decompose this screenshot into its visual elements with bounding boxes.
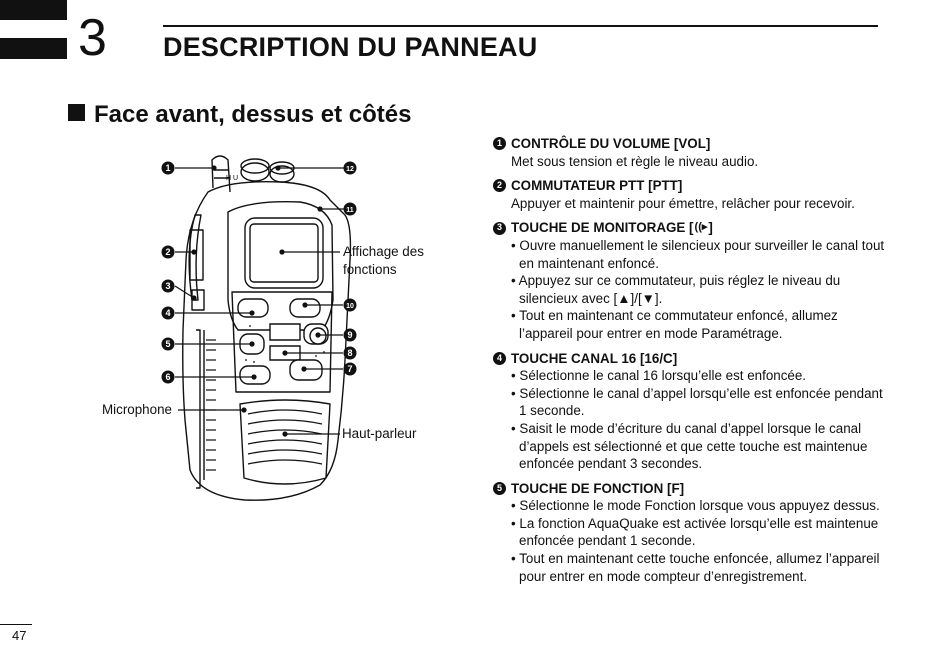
callout-4 [162, 307, 175, 320]
key-scan [290, 299, 320, 317]
item-bullet: • Appuyez sur ce commutateur, puis réglez le niveau du silencieux avec [▲]/[▼]. [493, 272, 893, 307]
item-channel16 [493, 350, 893, 473]
item-volume [493, 135, 893, 170]
callout-7 [344, 363, 357, 376]
item-bullet: • Tout en maintenant cette touche enfoncée, allumez l’appareil pour entrer en mode compteur d’enregistrement. [493, 550, 893, 585]
svg-text:11: 11 [346, 207, 354, 214]
display-label: Affichage des fonctions [343, 244, 424, 277]
item-bullet: • Saisit le mode d’écriture du canal d’appel lorsque le canal d’appels est sélectionné et que cette touche est maintenue enfoncée pendant 3 secondes. [493, 420, 893, 473]
callout-3 [162, 280, 175, 293]
footer-rule [0, 624, 32, 625]
callout-1 [162, 162, 175, 175]
monitor-icon: ((▸ [694, 221, 708, 234]
item-title: COMMUTATEUR PTT [PTT] [511, 178, 683, 194]
item-desc: Appuyer et maintenir pour émettre, relâcher pour recevoir. [511, 195, 855, 211]
callout-8 [344, 347, 357, 360]
svg-text:5: 5 [165, 339, 171, 349]
item-bullet: • Ouvre manuellement le silencieux pour surveiller le canal tout en maintenant enfoncé. [493, 237, 893, 272]
svg-text:10: 10 [346, 303, 354, 310]
svg-text:6: 6 [165, 372, 171, 382]
volume-knob [241, 163, 269, 181]
svg-text:7: 7 [347, 364, 353, 374]
svg-text:12: 12 [346, 166, 354, 173]
side-text: H U [226, 175, 239, 182]
item-ptt [493, 177, 893, 212]
callout-6 [162, 371, 175, 384]
svg-text:8: 8 [347, 348, 353, 358]
section-title: Face avant, dessus et côtés [94, 101, 412, 128]
callout-10 [344, 299, 357, 312]
microphone-label: Microphone [102, 402, 172, 417]
svg-text:1: 1 [165, 163, 171, 173]
item-number: 5 [493, 482, 506, 495]
key-up [270, 324, 300, 340]
item-title: CONTRÔLE DU VOLUME [VOL] [511, 136, 711, 151]
item-title-suffix: ] [708, 220, 713, 236]
callout-2 [162, 246, 175, 259]
item-number: 3 [493, 222, 506, 235]
svg-text:4: 4 [165, 308, 171, 318]
item-function [493, 480, 893, 586]
speaker-label: Haut-parleur [342, 426, 417, 441]
callout-5 [162, 338, 175, 351]
item-bullet: • Tout en maintenant ce commutateur enfoncé, allumez l’appareil pour entrer en mode Paramétrage. [493, 307, 893, 342]
item-bullet: • Sélectionne le canal d’appel lorsqu’elle est enfoncée pendant 1 seconde. [493, 385, 893, 420]
callout-11 [344, 203, 357, 216]
callout-9 [344, 329, 357, 342]
item-title: TOUCHE DE FONCTION [F] [511, 480, 685, 496]
item-list [493, 135, 893, 592]
svg-text:3: 3 [165, 281, 171, 291]
item-bullet: • La fonction AquaQuake est activée lorsqu’elle est maintenue enfoncée pendant 1 seconde. [493, 515, 893, 550]
item-number: 1 [493, 137, 506, 150]
item-desc: Met sous tension et règle le niveau audio. [511, 153, 759, 169]
item-title: TOUCHE DE MONITORAGE [ [511, 220, 694, 236]
chapter-title: DESCRIPTION DU PANNEAU [163, 32, 538, 62]
item-title: TOUCHE CANAL 16 [16/C] [511, 350, 678, 366]
page-number: 47 [12, 628, 27, 643]
item-bullet: • Sélectionne le canal 16 lorsqu’elle est enfoncée. [493, 367, 893, 385]
chapter-number: 3 [78, 9, 107, 67]
item-number: 2 [493, 179, 506, 192]
item-bullet: • Sélectionne le mode Fonction lorsque vous appuyez dessus. [493, 497, 893, 515]
item-number: 4 [493, 352, 506, 365]
svg-text:2: 2 [165, 247, 171, 257]
item-monitor [493, 219, 893, 342]
svg-text:9: 9 [347, 330, 353, 340]
callout-12 [344, 162, 357, 175]
